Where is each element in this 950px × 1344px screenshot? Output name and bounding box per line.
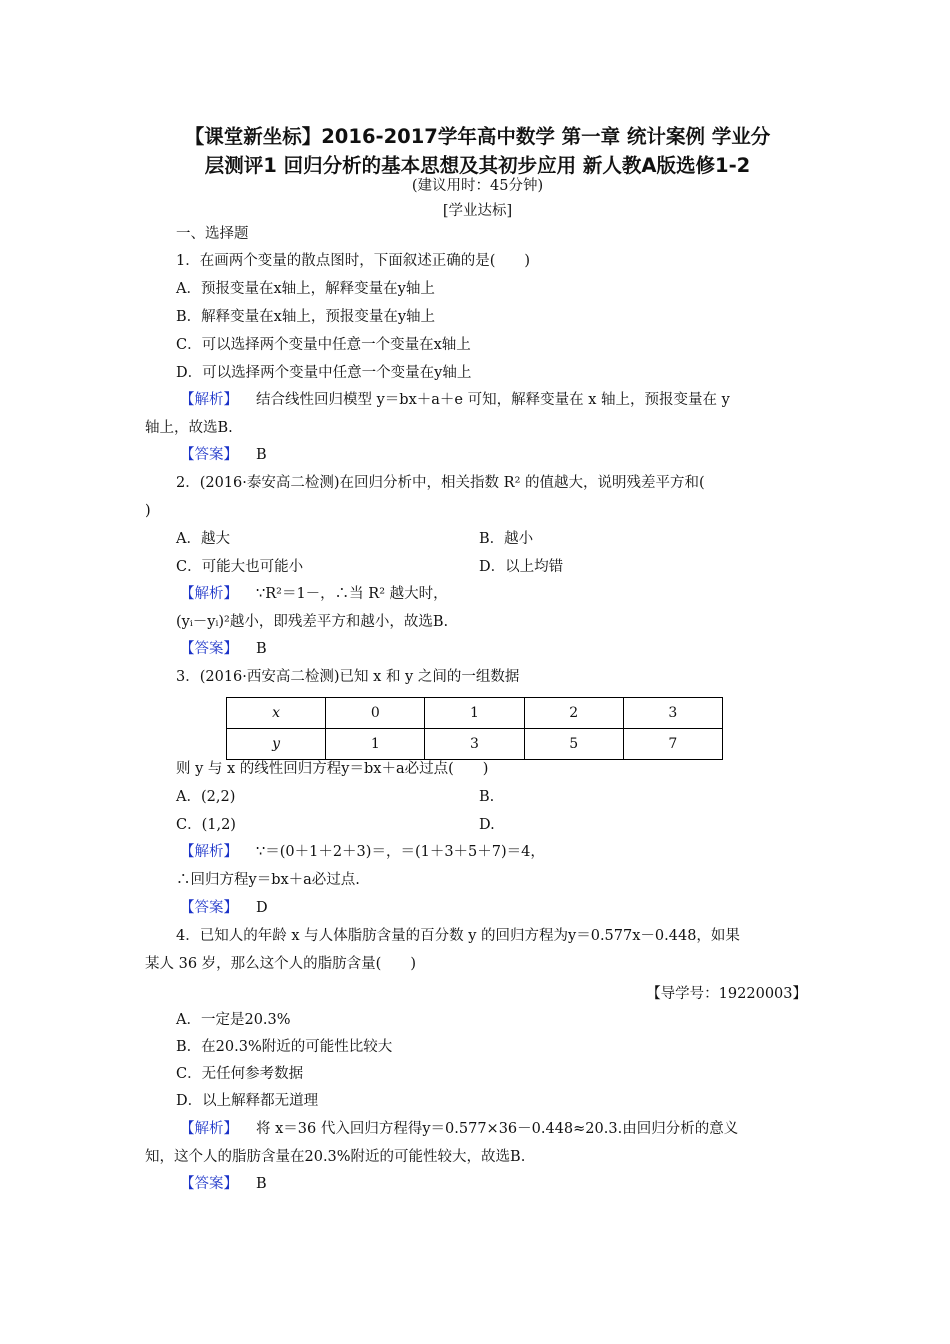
- table-cell: 1: [326, 729, 425, 760]
- q4-stem-2: 某人 36 岁，那么这个人的脂肪含量( ): [145, 956, 416, 972]
- q1-stem: 1．在画两个变量的散点图时，下面叙述正确的是( ): [176, 253, 531, 269]
- q1-answer-value: B: [256, 447, 267, 463]
- analysis-tag: 【解析】: [180, 586, 238, 602]
- q4-option-c: C．无任何参考数据: [176, 1066, 304, 1082]
- q4-option-b: B．在20.3%附近的可能性比较大: [176, 1039, 393, 1055]
- q3-analysis-text-1: ∵＝(0＋1＋2＋3)＝，＝(1＋3＋5＋7)＝4，: [256, 844, 545, 860]
- q4-stem-1: 4．已知人的年龄 x 与人体脂肪含量的百分数 y 的回归方程为y＝0.577x－0.448，如果: [176, 928, 740, 944]
- q1-option-a: A．预报变量在x轴上，解释变量在y轴上: [176, 281, 435, 297]
- q4-analysis-text-1: 将 x＝36 代入回归方程得y＝0.577×36－0.448≈20.3.由回归分析的意义: [256, 1121, 739, 1137]
- q3-analysis-text-2: ∴回归方程y＝bx＋a必过点.: [176, 872, 360, 888]
- part-one-heading: 一、选择题: [176, 226, 249, 242]
- q1-option-d: D．可以选择两个变量中任意一个变量在y轴上: [176, 365, 472, 381]
- q4-answer-value: B: [256, 1176, 267, 1192]
- table-row: [227, 729, 723, 760]
- q3-answer: [180, 898, 268, 918]
- q2-option-a: A．越大: [176, 531, 230, 547]
- table-cell: 0: [326, 698, 425, 729]
- q1-answer: [180, 445, 267, 465]
- title-line-1: 【课堂新坐标】2016-2017学年高中数学 第一章 统计案例 学业分: [184, 125, 771, 148]
- q2-option-b: B．越小: [479, 531, 534, 547]
- analysis-tag: 【解析】: [180, 1121, 238, 1137]
- q2-analysis: [180, 584, 448, 604]
- guide-number: 【导学号：19220003】: [646, 986, 807, 1002]
- q3-answer-value: D: [256, 900, 268, 916]
- q4-analysis-text-2: 知，这个人的脂肪含量在20.3%附近的可能性较大，故选B.: [145, 1149, 526, 1165]
- table-row: [227, 698, 723, 729]
- suggested-time: (建议用时：45分钟): [411, 178, 544, 194]
- q3-stem: 3．(2016·西安高二检测)已知 x 和 y 之间的一组数据: [176, 669, 520, 685]
- q1-analysis: [180, 390, 730, 410]
- analysis-tag: 【解析】: [180, 392, 238, 408]
- table-cell: 3: [425, 729, 524, 760]
- q2-option-d: D．以上均错: [479, 559, 564, 575]
- q2-answer-value: B: [256, 641, 267, 657]
- q1-analysis-text-1: 结合线性回归模型 y＝bx＋a＋e 可知，解释变量在 x 轴上，预报变量在 y: [256, 392, 730, 408]
- q2-option-c: C．可能大也可能小: [176, 559, 304, 575]
- answer-tag: 【答案】: [180, 641, 238, 657]
- table-cell: 1: [425, 698, 524, 729]
- q3-option-b: B.: [479, 789, 495, 805]
- answer-tag: 【答案】: [180, 1176, 238, 1192]
- section-header: [学业达标]: [442, 203, 513, 219]
- answer-tag: 【答案】: [180, 900, 238, 916]
- q3-option-d: D.: [479, 817, 495, 833]
- table-cell: 2: [524, 698, 623, 729]
- q2-analysis-text-1: ∵R²＝1－，∴当 R² 越大时，: [256, 586, 448, 602]
- q4-option-a: A．一定是20.3%: [176, 1012, 291, 1028]
- q2-stem-1: 2．(2016·泰安高二检测)在回归分析中，相关指数 R² 的值越大，说明残差平方和(: [176, 475, 705, 491]
- q2-answer: [180, 639, 267, 659]
- analysis-tag: 【解析】: [180, 844, 238, 860]
- table-cell: x: [227, 698, 326, 729]
- q2-analysis-text-2: (yᵢ－yᵢ)²越小，即残差平方和越小，故选B.: [176, 614, 449, 630]
- q4-option-d: D．以上解释都无道理: [176, 1093, 319, 1109]
- q1-option-c: C．可以选择两个变量中任意一个变量在x轴上: [176, 337, 471, 353]
- answer-tag: 【答案】: [180, 447, 238, 463]
- q4-answer: [180, 1174, 267, 1194]
- table-cell: 7: [623, 729, 722, 760]
- table-cell: 5: [524, 729, 623, 760]
- q3-option-c: C．(1,2): [176, 817, 236, 833]
- table-cell: 3: [623, 698, 722, 729]
- q1-option-b: B．解释变量在x轴上，预报变量在y轴上: [176, 309, 436, 325]
- q3-after-table: 则 y 与 x 的线性回归方程y＝bx＋a必过点( ): [176, 761, 489, 777]
- document-title: [145, 122, 810, 180]
- q4-analysis: [180, 1119, 738, 1139]
- q3-data-table: [226, 697, 723, 760]
- title-line-2: 层测评1 回归分析的基本思想及其初步应用 新人教A版选修1-2: [204, 154, 751, 177]
- q3-analysis: [180, 842, 545, 862]
- q2-stem-2: ): [145, 503, 151, 519]
- q3-option-a: A．(2,2): [176, 789, 236, 805]
- table-cell: y: [227, 729, 326, 760]
- q1-analysis-text-2: 轴上，故选B.: [145, 420, 233, 436]
